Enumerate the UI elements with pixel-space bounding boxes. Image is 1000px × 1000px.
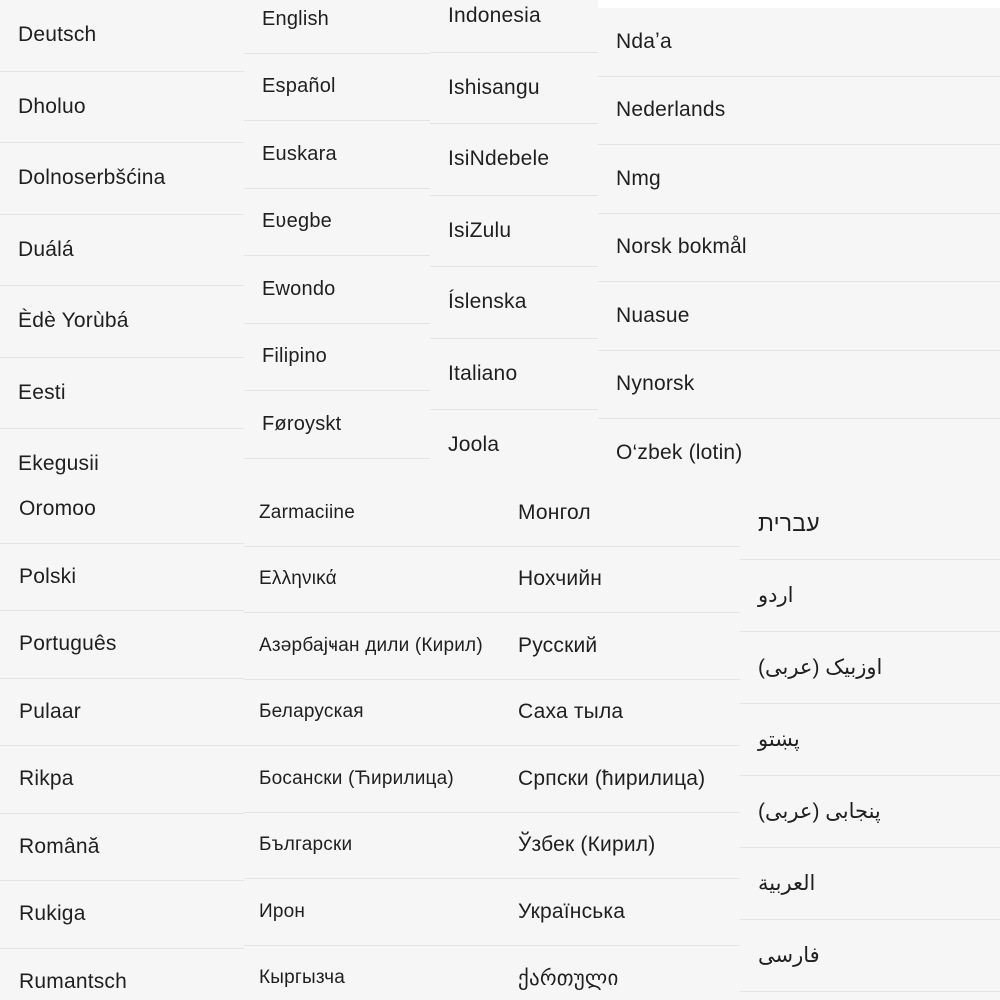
language-option-label: O‘zbek (lotin): [616, 440, 743, 464]
language-option[interactable]: [244, 391, 430, 459]
language-option[interactable]: [244, 680, 500, 747]
language-option-label: پښتو: [758, 728, 800, 751]
language-option-label: Zarmaciine: [259, 501, 355, 523]
language-option[interactable]: [244, 480, 500, 547]
language-option[interactable]: [430, 410, 598, 482]
language-option[interactable]: [598, 8, 1000, 77]
language-option-label: پنجابی (عربی): [758, 800, 881, 823]
language-option-label: Ndaʼa: [616, 29, 672, 53]
language-option-label: עברית: [758, 510, 820, 536]
language-list-panel-5: [0, 476, 244, 1000]
language-option-label: Ekegusii: [18, 452, 99, 476]
language-option-label: Rikpa: [19, 767, 74, 791]
language-option-label: Nmg: [616, 166, 661, 190]
language-option-label: Pulaar: [19, 699, 81, 723]
language-option[interactable]: [500, 879, 740, 946]
language-option[interactable]: [598, 77, 1000, 146]
language-option-label: Èdè Yorùbá: [18, 309, 129, 333]
language-option-label: Українська: [518, 899, 626, 923]
language-option-label: Rumantsch: [19, 969, 128, 993]
language-option-label: اوزبیک (عربی): [758, 656, 883, 679]
language-option[interactable]: [740, 776, 1000, 848]
language-option[interactable]: [500, 613, 740, 680]
language-option[interactable]: [430, 53, 598, 125]
language-option-label: Oromoo: [19, 497, 97, 521]
language-option-label: Íslenska: [448, 290, 527, 314]
language-option-label: Joola: [448, 433, 500, 457]
language-option-label: Саха тыла: [518, 700, 624, 724]
language-option[interactable]: [598, 145, 1000, 214]
language-option-label: Ishisangu: [448, 75, 540, 99]
language-option[interactable]: [598, 419, 1000, 488]
language-list-panel-7: [500, 480, 740, 1000]
language-option[interactable]: [0, 544, 244, 612]
language-option-label: ქართული: [518, 966, 619, 990]
language-option[interactable]: [740, 920, 1000, 992]
language-option[interactable]: [244, 746, 500, 813]
language-option[interactable]: [0, 286, 244, 358]
language-option[interactable]: [740, 704, 1000, 776]
language-option[interactable]: [430, 267, 598, 339]
language-option[interactable]: [500, 680, 740, 747]
language-list-panel-2: [244, 0, 430, 500]
language-option[interactable]: [244, 879, 500, 946]
language-option-label: Duálá: [18, 237, 74, 261]
language-option-label: IsiZulu: [448, 218, 512, 242]
language-option[interactable]: [500, 547, 740, 614]
language-option[interactable]: [0, 358, 244, 430]
language-option[interactable]: [598, 214, 1000, 283]
language-option[interactable]: [740, 632, 1000, 704]
language-option-label: Dholuo: [18, 94, 86, 118]
language-option-label: Italiano: [448, 361, 518, 385]
language-option-label: Filipino: [262, 345, 327, 368]
language-option[interactable]: [244, 54, 430, 122]
language-option[interactable]: [500, 480, 740, 547]
language-option[interactable]: [430, 339, 598, 411]
language-option-label: Deutsch: [18, 23, 97, 47]
language-option[interactable]: [244, 256, 430, 324]
language-list-panel-4: [598, 8, 1000, 492]
language-option[interactable]: [430, 124, 598, 196]
language-option-label: Eʋegbe: [262, 210, 332, 233]
language-option[interactable]: [244, 0, 430, 54]
language-option-label: فارسی: [758, 944, 820, 967]
language-option-label: Euskara: [262, 142, 337, 165]
language-option[interactable]: [430, 0, 598, 53]
language-option[interactable]: [598, 282, 1000, 351]
language-option-label: Indonesia: [448, 4, 541, 28]
language-option-label: Polski: [19, 564, 77, 588]
language-option-label: Español: [262, 75, 336, 98]
language-option-label: Dolnoserbšćina: [18, 166, 166, 190]
language-option-label: Български: [259, 834, 353, 856]
language-option-label: Босански (Ћирилица): [259, 767, 454, 789]
language-option-label: Ewondo: [262, 277, 336, 300]
language-option[interactable]: [500, 946, 740, 1000]
language-option[interactable]: [740, 488, 1000, 560]
language-option-label: Føroyskt: [262, 412, 342, 435]
language-option-label: Нохчийн: [518, 567, 603, 591]
language-option-label: IsiNdebele: [448, 147, 550, 171]
language-option-label: Rukiga: [19, 902, 86, 926]
language-option-label: Română: [19, 834, 100, 858]
language-option[interactable]: [244, 813, 500, 880]
language-option-label: Монгол: [518, 500, 591, 524]
language-option-label: Nynorsk: [616, 372, 695, 396]
language-option-label: اردو: [758, 584, 794, 607]
language-option[interactable]: [500, 813, 740, 880]
language-option[interactable]: [0, 476, 244, 544]
language-option[interactable]: [0, 949, 244, 1000]
language-option-label: English: [262, 7, 329, 30]
language-option-label: Српски (ћирилица): [518, 766, 706, 790]
language-option-label: Nuasue: [616, 303, 690, 327]
language-option-label: Eesti: [18, 380, 66, 404]
language-option[interactable]: [430, 196, 598, 268]
language-option[interactable]: [0, 746, 244, 814]
language-list-panel-3: [430, 0, 598, 490]
language-option-label: Русский: [518, 633, 598, 657]
language-option[interactable]: [740, 848, 1000, 920]
language-list-panel-8: [740, 480, 1000, 1000]
language-option[interactable]: [0, 215, 244, 287]
language-option[interactable]: [0, 0, 244, 72]
language-option-label: Nederlands: [616, 98, 726, 122]
language-option-label: Norsk bokmål: [616, 235, 747, 259]
language-option-label: العربية: [758, 872, 816, 895]
language-option[interactable]: [0, 881, 244, 949]
language-option[interactable]: [0, 143, 244, 215]
language-option-label: Ирон: [259, 900, 306, 922]
language-option[interactable]: [0, 72, 244, 144]
language-option[interactable]: [0, 611, 244, 679]
language-option[interactable]: [740, 560, 1000, 632]
language-option[interactable]: [0, 814, 244, 882]
language-option-label: Азәрбајҹан дили (Кирил): [259, 634, 483, 656]
language-option-label: Ўзбек (Кирил): [518, 833, 656, 857]
language-option[interactable]: [244, 121, 430, 189]
language-option[interactable]: [244, 189, 430, 257]
language-option-label: Кыргызча: [259, 967, 346, 989]
language-list-panel-6: [244, 480, 500, 1000]
language-option[interactable]: [244, 324, 430, 392]
language-option[interactable]: [500, 746, 740, 813]
language-option[interactable]: [598, 351, 1000, 420]
language-option[interactable]: [244, 613, 500, 680]
language-option-label: Ελληνικά: [259, 568, 337, 590]
language-option[interactable]: [0, 679, 244, 747]
language-option-label: Português: [19, 632, 117, 656]
language-list-panel-1: [0, 0, 244, 500]
language-option-label: Беларуская: [259, 701, 364, 723]
language-option[interactable]: [244, 946, 500, 1000]
language-option[interactable]: [244, 547, 500, 614]
